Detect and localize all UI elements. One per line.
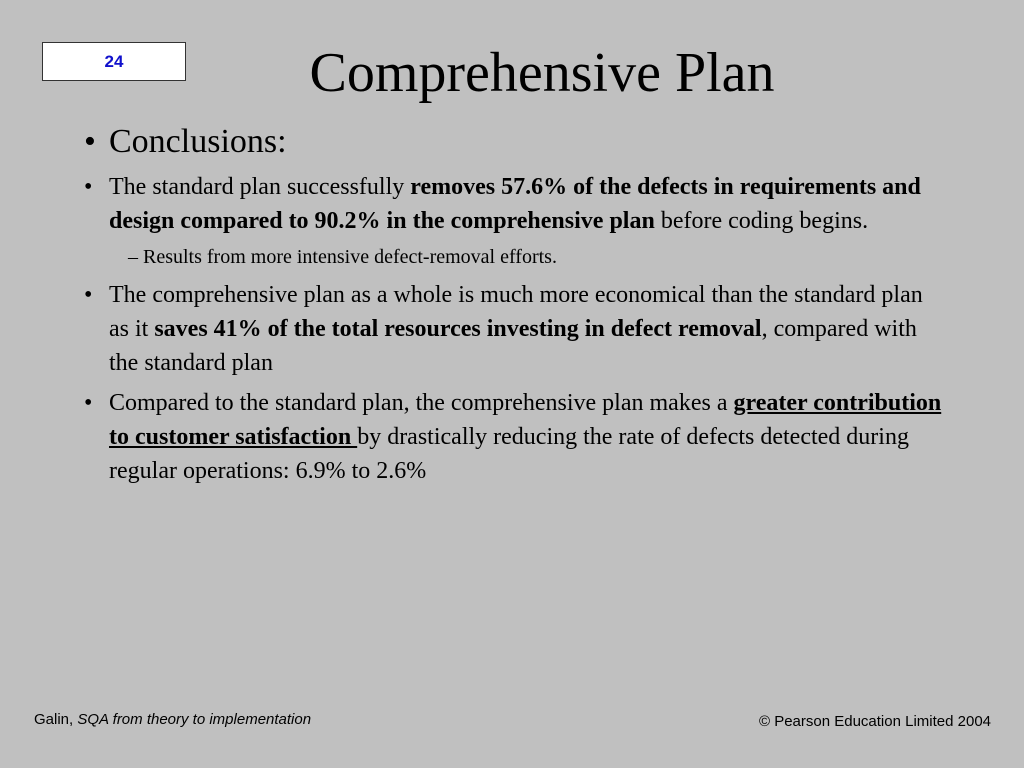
bullet-text: The standard plan successfully — [109, 174, 411, 200]
bullet-text: Compared to the standard plan, the comprehensive plan makes a — [109, 390, 734, 416]
footer-copyright: © Pearson Education Limited 2004 — [758, 713, 991, 730]
sub-bullet-text: – Results from more intensive defect-removal efforts. — [128, 246, 557, 268]
footer-citation — [34, 711, 311, 728]
bullet-dot: • — [84, 123, 96, 160]
bullet-dot: • — [84, 174, 93, 200]
bullet-bold-text: removes 57.6% of the defects in requirements and design compared to 90.2% in the comprehensive plan — [109, 174, 921, 234]
bullet-text: by drastically reducing the rate of defects detected during regular operations: 6.9% to 2.6% — [109, 424, 909, 484]
slide-number: 24 — [42, 42, 186, 81]
slide-content — [84, 122, 944, 494]
bullet-text: Conclusions: — [109, 123, 287, 160]
sub-bullet-results — [128, 244, 944, 270]
footer-author: Galin, — [34, 711, 78, 728]
bullet-text: before coding begins. — [654, 208, 869, 234]
bullet-customer-satisfaction — [84, 386, 944, 488]
bullet-economical — [84, 278, 944, 380]
bullet-text: The comprehensive plan as a whole is much more economical than the standard plan as it — [109, 282, 923, 342]
bullet-conclusions — [84, 122, 944, 162]
bullet-bold-underlined-text: greater contribution to customer satisfaction — [109, 390, 942, 450]
bullet-bold-text: saves 41% of the total resources investing in defect removal — [154, 316, 762, 342]
footer-book-title: SQA from theory to implementation — [77, 711, 312, 728]
bullet-dot: • — [84, 390, 93, 416]
slide-title: Comprehensive Plan — [309, 42, 775, 104]
bullet-text: , compared with the standard plan — [109, 316, 917, 376]
bullet-dot: • — [84, 282, 93, 308]
bullet-standard-plan — [84, 170, 944, 238]
